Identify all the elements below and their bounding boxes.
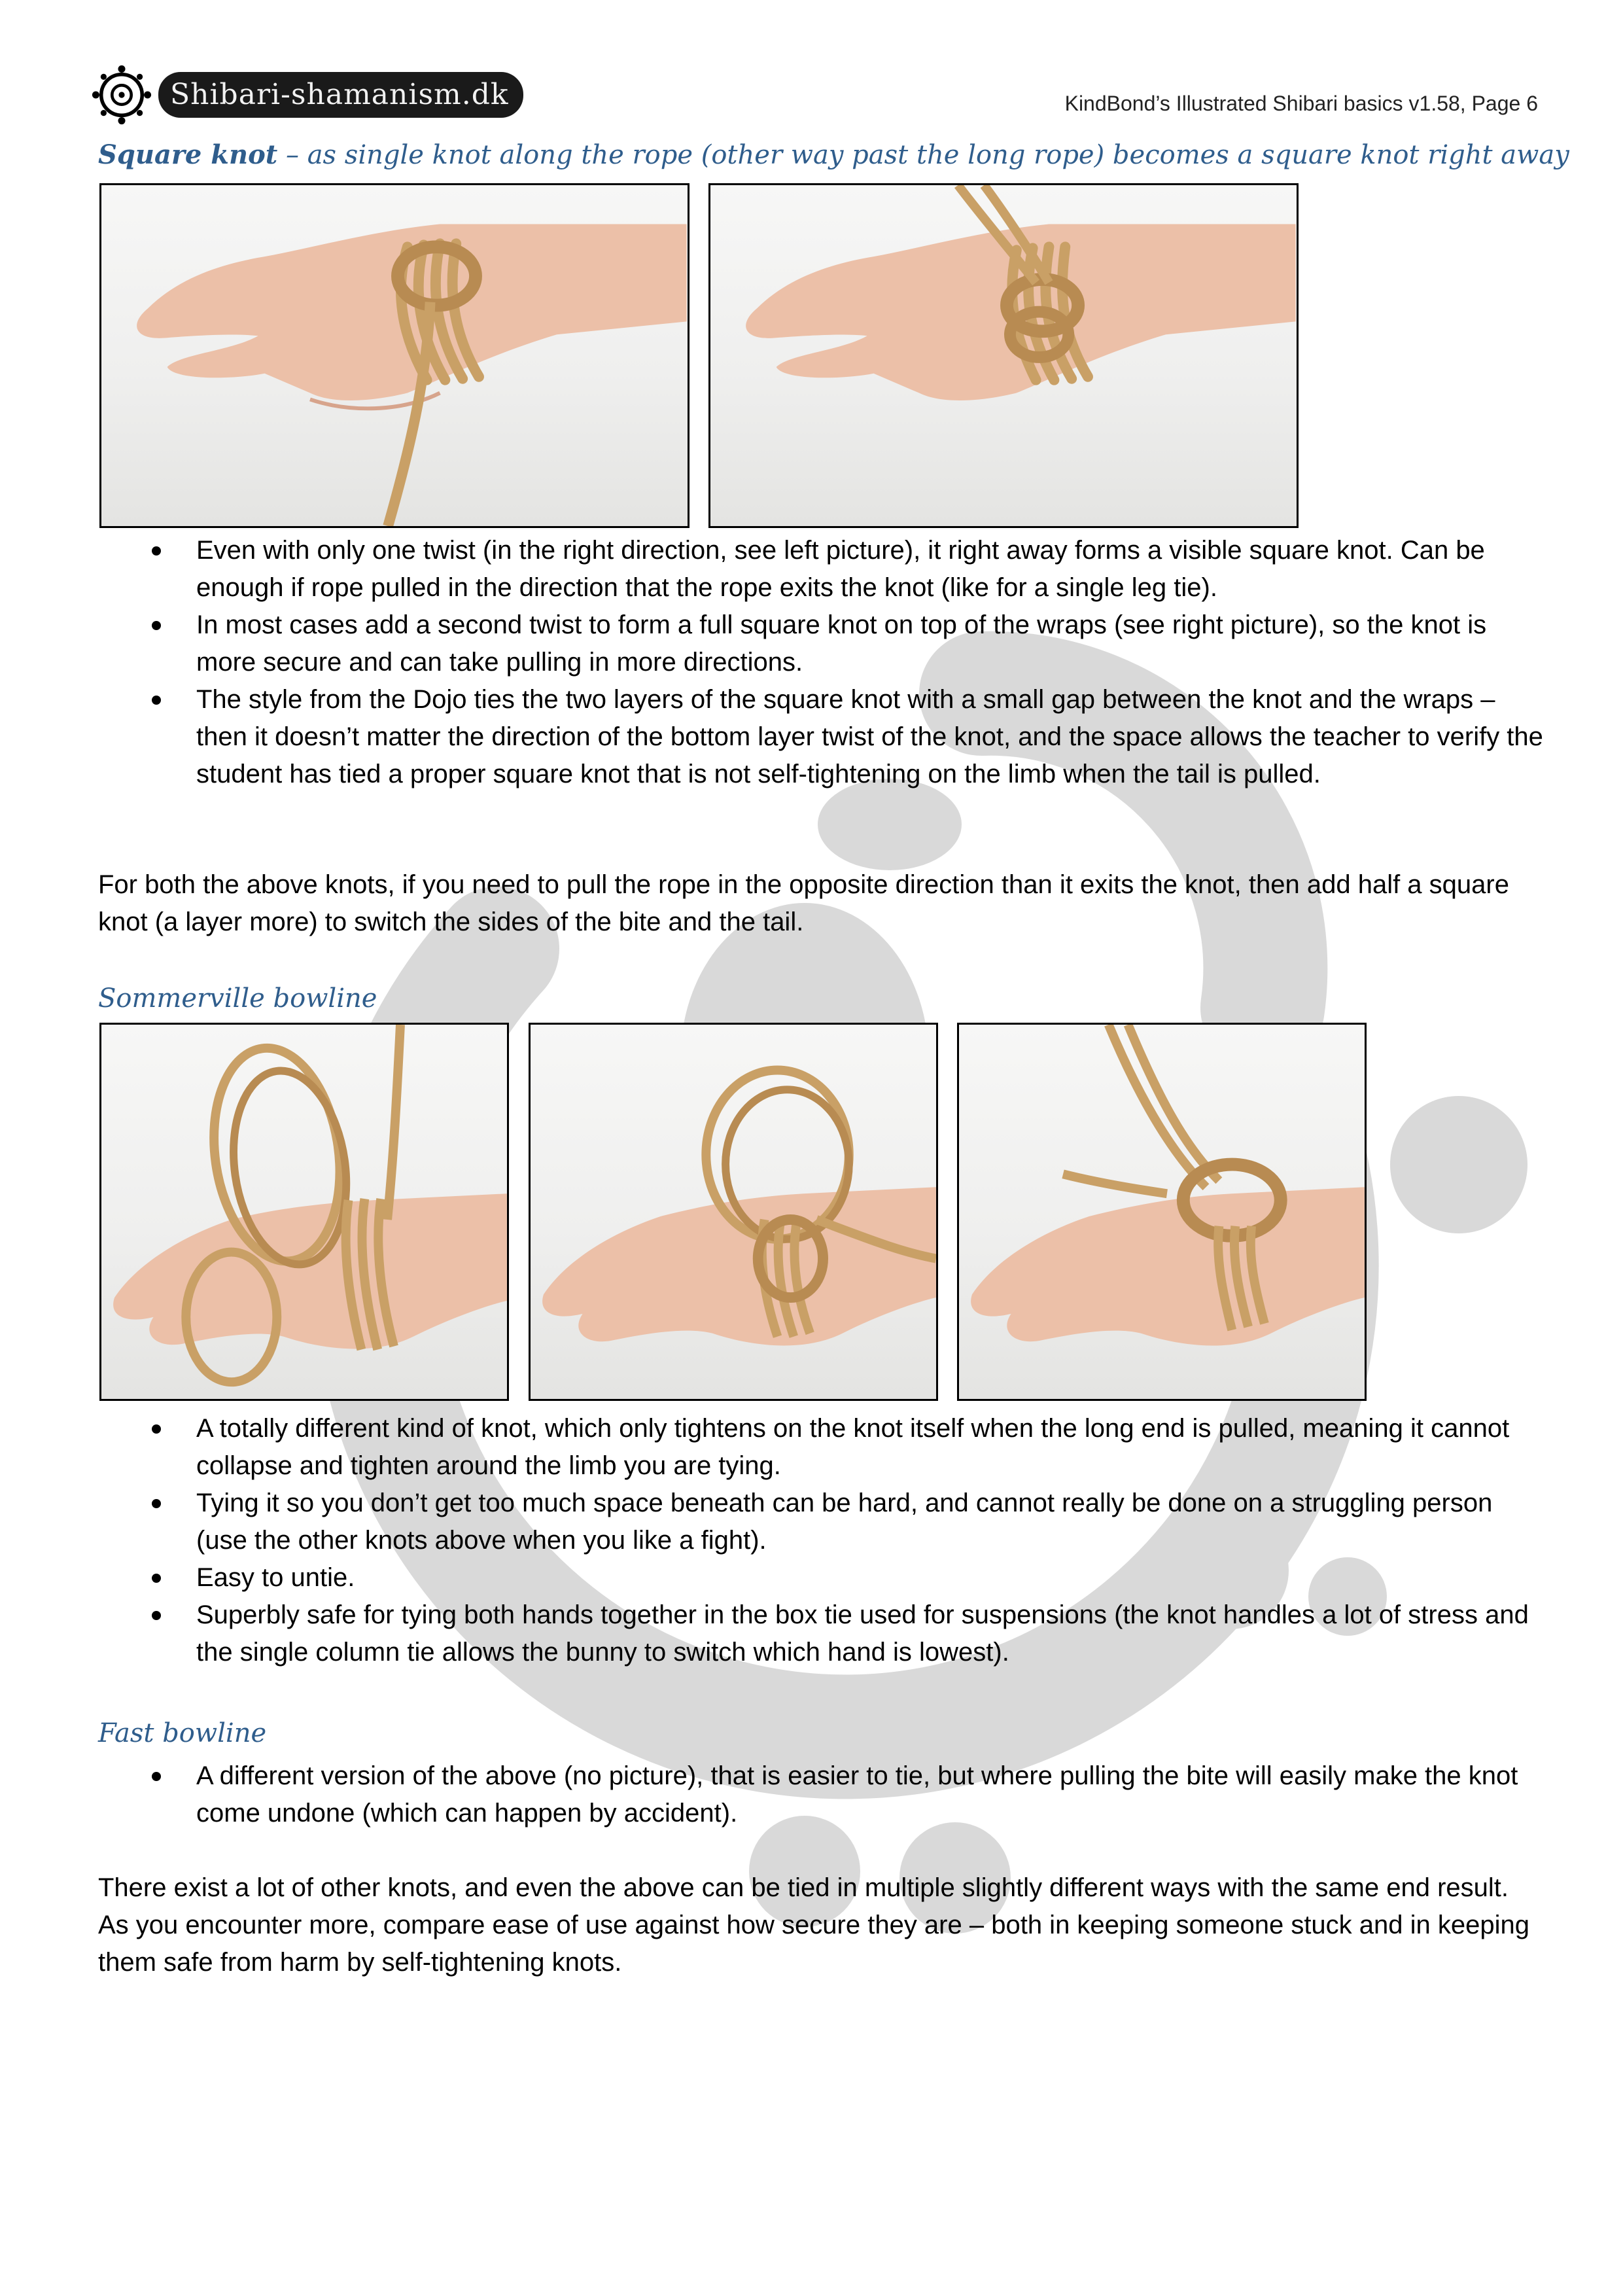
sommerville-heading: Sommerville bowline (98, 983, 377, 1014)
square-knot-title: Square knot (98, 139, 278, 170)
square-knot-full-photo (708, 183, 1299, 528)
sommerville-step-1-photo (99, 1023, 509, 1401)
list-item: Easy to untie. (196, 1559, 1544, 1597)
wrist-rope-illustration-1 (101, 185, 688, 526)
list-item: The style from the Dojo ties the two layers of the square knot with a small gap between the knot and the wraps – then it doesn’t matter the direction of the bottom layer twist of the knot, and the space allows the teacher to verify the student has tied a proper square knot that is not self-tightening on the limb when the tail is pulled. (196, 681, 1544, 793)
wrist-rope-illustration-5 (959, 1025, 1365, 1399)
page-info: KindBond’s Illustrated Shibari basics v1.58, Page 6 (1064, 92, 1538, 115)
list-item: In most cases add a second twist to form a full square knot on top of the wraps (see right picture), so the knot is more secure and can take pulling in more directions. (196, 607, 1544, 681)
wrist-rope-illustration-4 (531, 1025, 936, 1399)
sommerville-step-3-photo (957, 1023, 1367, 1401)
sommerville-bullets (196, 1410, 1544, 1671)
list-item: A totally different kind of knot, which only tightens on the knot itself when the long end is pulled, meaning it cannot collapse and tighten around the limb you are tying. (196, 1410, 1544, 1485)
square-knot-single-twist-photo (99, 183, 689, 528)
fast-bowline-bullets (196, 1757, 1544, 1832)
fast-bowline-heading: Fast bowline (98, 1718, 267, 1748)
list-item: Superbly safe for tying both hands together in the box tie used for suspensions (the knot handles a lot of stress and the single column tie allows the bunny to switch which hand is lowest). (196, 1597, 1544, 1671)
site-logo (92, 62, 523, 128)
list-item: Even with only one twist (in the right direction, see left picture), it right away forms a visible square knot. Can be enough if rope pulled in the direction that the rope exits the knot (like for a single leg tie). (196, 532, 1544, 607)
closing-paragraph: There exist a lot of other knots, and even the above can be tied in multiple slightly different ways with the same end result. As you encounter more, compare ease of use against how secure they are – both in keeping someone stuck and in keeping them safe from harm by self-tightening knots. (98, 1873, 1530, 1977)
square-knot-paragraph: For both the above knots, if you need to pull the rope in the opposite direction than it exits the knot, then add half a square knot (a layer more) to switch the sides of the bite and the tail. (98, 870, 1509, 936)
list-item: Tying it so you don’t get too much space beneath can be hard, and cannot really be done on a struggling person (use the other knots above when you like a fight). (196, 1485, 1544, 1559)
wrist-rope-illustration-3 (101, 1025, 507, 1399)
square-knot-heading (98, 139, 1569, 170)
wrist-rope-illustration-2 (710, 185, 1297, 526)
list-item: A different version of the above (no picture), that is easier to tie, but where pulling the bite will easily make the knot come undone (which can happen by accident). (196, 1757, 1544, 1832)
sommerville-step-2-photo (529, 1023, 938, 1401)
logo-text: Shibari-shamanism.dk (158, 72, 523, 118)
square-knot-bullets (196, 532, 1544, 793)
logo-emblem-icon (92, 65, 152, 125)
square-knot-subtitle: – as single knot along the rope (other way past the long rope) becomes a square knot right away (277, 140, 1569, 170)
